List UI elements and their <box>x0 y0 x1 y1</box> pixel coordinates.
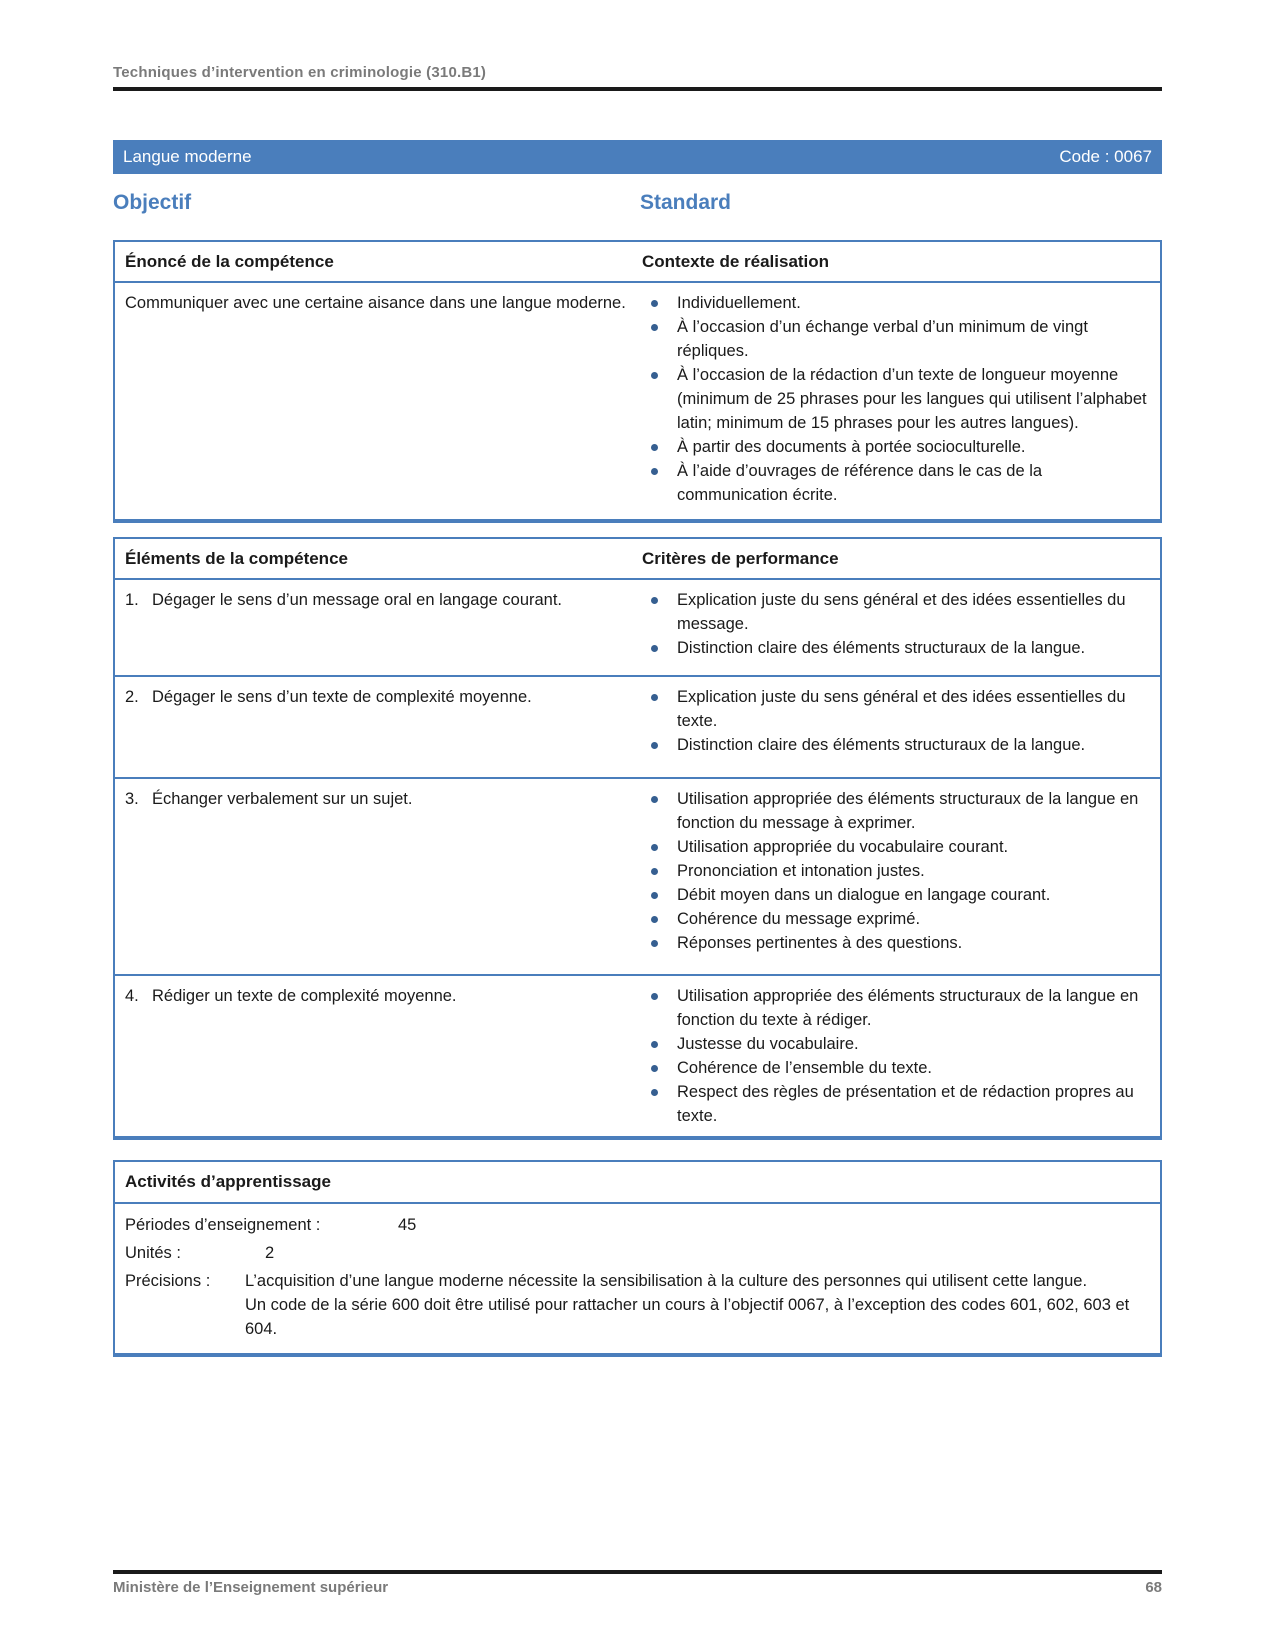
units-label: Unités : <box>125 1244 181 1262</box>
precisions-paragraph: Un code de la série 600 doit être utilisé pour rattacher un cours à l’objectif 0067, à l’exception des codes 601, 602, 603 et 604. <box>245 1296 1130 1338</box>
list-item: À l’occasion de la rédaction d’un texte de longueur moyenne (minimum de 25 phrases pour les langues qui utilisent l’alphabet latin; minimum de 15 phrases pour les autres langues). <box>642 363 1148 435</box>
list-item: Utilisation appropriée des éléments structuraux de la langue en fonction du texte à rédiger. <box>642 984 1148 1032</box>
page-footer <box>113 1570 1162 1596</box>
standard-heading: Standard <box>640 191 732 214</box>
element-text: Dégager le sens d’un texte de complexité moyenne. <box>152 688 532 706</box>
list-item: À l’occasion d’un échange verbal d’un minimum de vingt répliques. <box>642 315 1148 363</box>
context-bullet-list <box>642 283 1160 519</box>
element-number: 2. <box>125 688 139 706</box>
footer-rule <box>113 1570 1162 1574</box>
elements-criteria-table <box>113 537 1162 1140</box>
list-item: À partir des documents à portée socioculturelle. <box>642 435 1148 459</box>
table2-right-header: Critères de performance <box>642 549 839 568</box>
precisions-label: Précisions : <box>125 1272 211 1290</box>
table1-left-header: Énoncé de la compétence <box>125 252 334 271</box>
activities-body <box>115 1204 1160 1353</box>
criteria-bullet-list <box>642 779 1160 974</box>
periods-label: Périodes d’enseignement : <box>125 1216 321 1234</box>
footer-text-row <box>113 1579 1162 1596</box>
list-item: Respect des règles de présentation et de rédaction propres au texte. <box>642 1080 1148 1128</box>
table1-right-header: Contexte de réalisation <box>642 252 830 271</box>
footer-ministry: Ministère de l’Enseignement supérieur <box>113 1579 389 1596</box>
list-item: Utilisation appropriée du vocabulaire courant. <box>642 835 1148 859</box>
criteria-bullet-list <box>642 677 1160 777</box>
table-row <box>115 580 1160 675</box>
element-text: Échanger verbalement sur un sujet. <box>152 790 413 808</box>
element-item <box>115 580 642 675</box>
precisions-paragraph: L’acquisition d’une langue moderne nécessite la sensibilisation à la culture des personnes qui utilisent cette langue. <box>245 1272 1088 1290</box>
list-item: Explication juste du sens général et des idées essentielles du texte. <box>642 685 1148 733</box>
competence-statement: Communiquer avec une certaine aisance dans une langue moderne. <box>125 294 626 312</box>
objectif-heading: Objectif <box>113 191 192 214</box>
list-item: Utilisation appropriée des éléments structuraux de la langue en fonction du message à exprimer. <box>642 787 1148 835</box>
activities-header: Activités d’apprentissage <box>115 1162 1160 1204</box>
table1-body-row <box>115 283 1160 519</box>
table-row <box>115 777 1160 974</box>
running-header: Techniques d’intervention en criminologie (310.B1) <box>113 64 487 81</box>
section-banner <box>113 140 1162 174</box>
list-item: Distinction claire des éléments structuraux de la langue. <box>642 733 1148 757</box>
criteria-bullet-list <box>642 580 1160 675</box>
precisions-text <box>245 1269 1150 1341</box>
precisions-line <box>125 1269 1150 1341</box>
element-number: 4. <box>125 987 139 1005</box>
list-item: Justesse du vocabulaire. <box>642 1032 1148 1056</box>
banner-title: Langue moderne <box>123 147 252 166</box>
page-content <box>113 64 1162 1357</box>
table1-header-row <box>115 242 1160 283</box>
list-item: À l’aide d’ouvrages de référence dans le cas de la communication écrite. <box>642 459 1148 507</box>
list-item: Débit moyen dans un dialogue en langage courant. <box>642 883 1148 907</box>
list-item: Cohérence du message exprimé. <box>642 907 1148 931</box>
table-row <box>115 675 1160 777</box>
periods-value: 45 <box>398 1216 417 1234</box>
list-item: Explication juste du sens général et des idées essentielles du message. <box>642 588 1148 636</box>
banner-code: Code : 0067 <box>1059 147 1152 166</box>
activities-box <box>113 1160 1162 1357</box>
list-item: Individuellement. <box>642 291 1148 315</box>
units-value: 2 <box>265 1244 275 1262</box>
header-rule <box>113 87 1162 91</box>
element-text: Dégager le sens d’un message oral en langage courant. <box>152 591 563 609</box>
column-headings <box>113 191 1162 215</box>
list-item: Cohérence de l’ensemble du texte. <box>642 1056 1148 1080</box>
element-item <box>115 677 642 777</box>
table2-left-header: Éléments de la compétence <box>125 549 348 568</box>
list-item: Prononciation et intonation justes. <box>642 859 1148 883</box>
element-number: 3. <box>125 790 139 808</box>
element-number: 1. <box>125 591 139 609</box>
periods-line <box>125 1213 1150 1237</box>
criteria-bullet-list <box>642 976 1160 1136</box>
table2-header-row <box>115 539 1160 580</box>
footer-page-number: 68 <box>1145 1579 1162 1596</box>
element-item <box>115 779 642 974</box>
units-line <box>125 1241 1150 1265</box>
element-text: Rédiger un texte de complexité moyenne. <box>152 987 457 1005</box>
competence-context-table <box>113 240 1162 523</box>
table-row <box>115 974 1160 1136</box>
list-item: Réponses pertinentes à des questions. <box>642 931 1148 955</box>
element-item <box>115 976 642 1136</box>
list-item: Distinction claire des éléments structuraux de la langue. <box>642 636 1148 660</box>
